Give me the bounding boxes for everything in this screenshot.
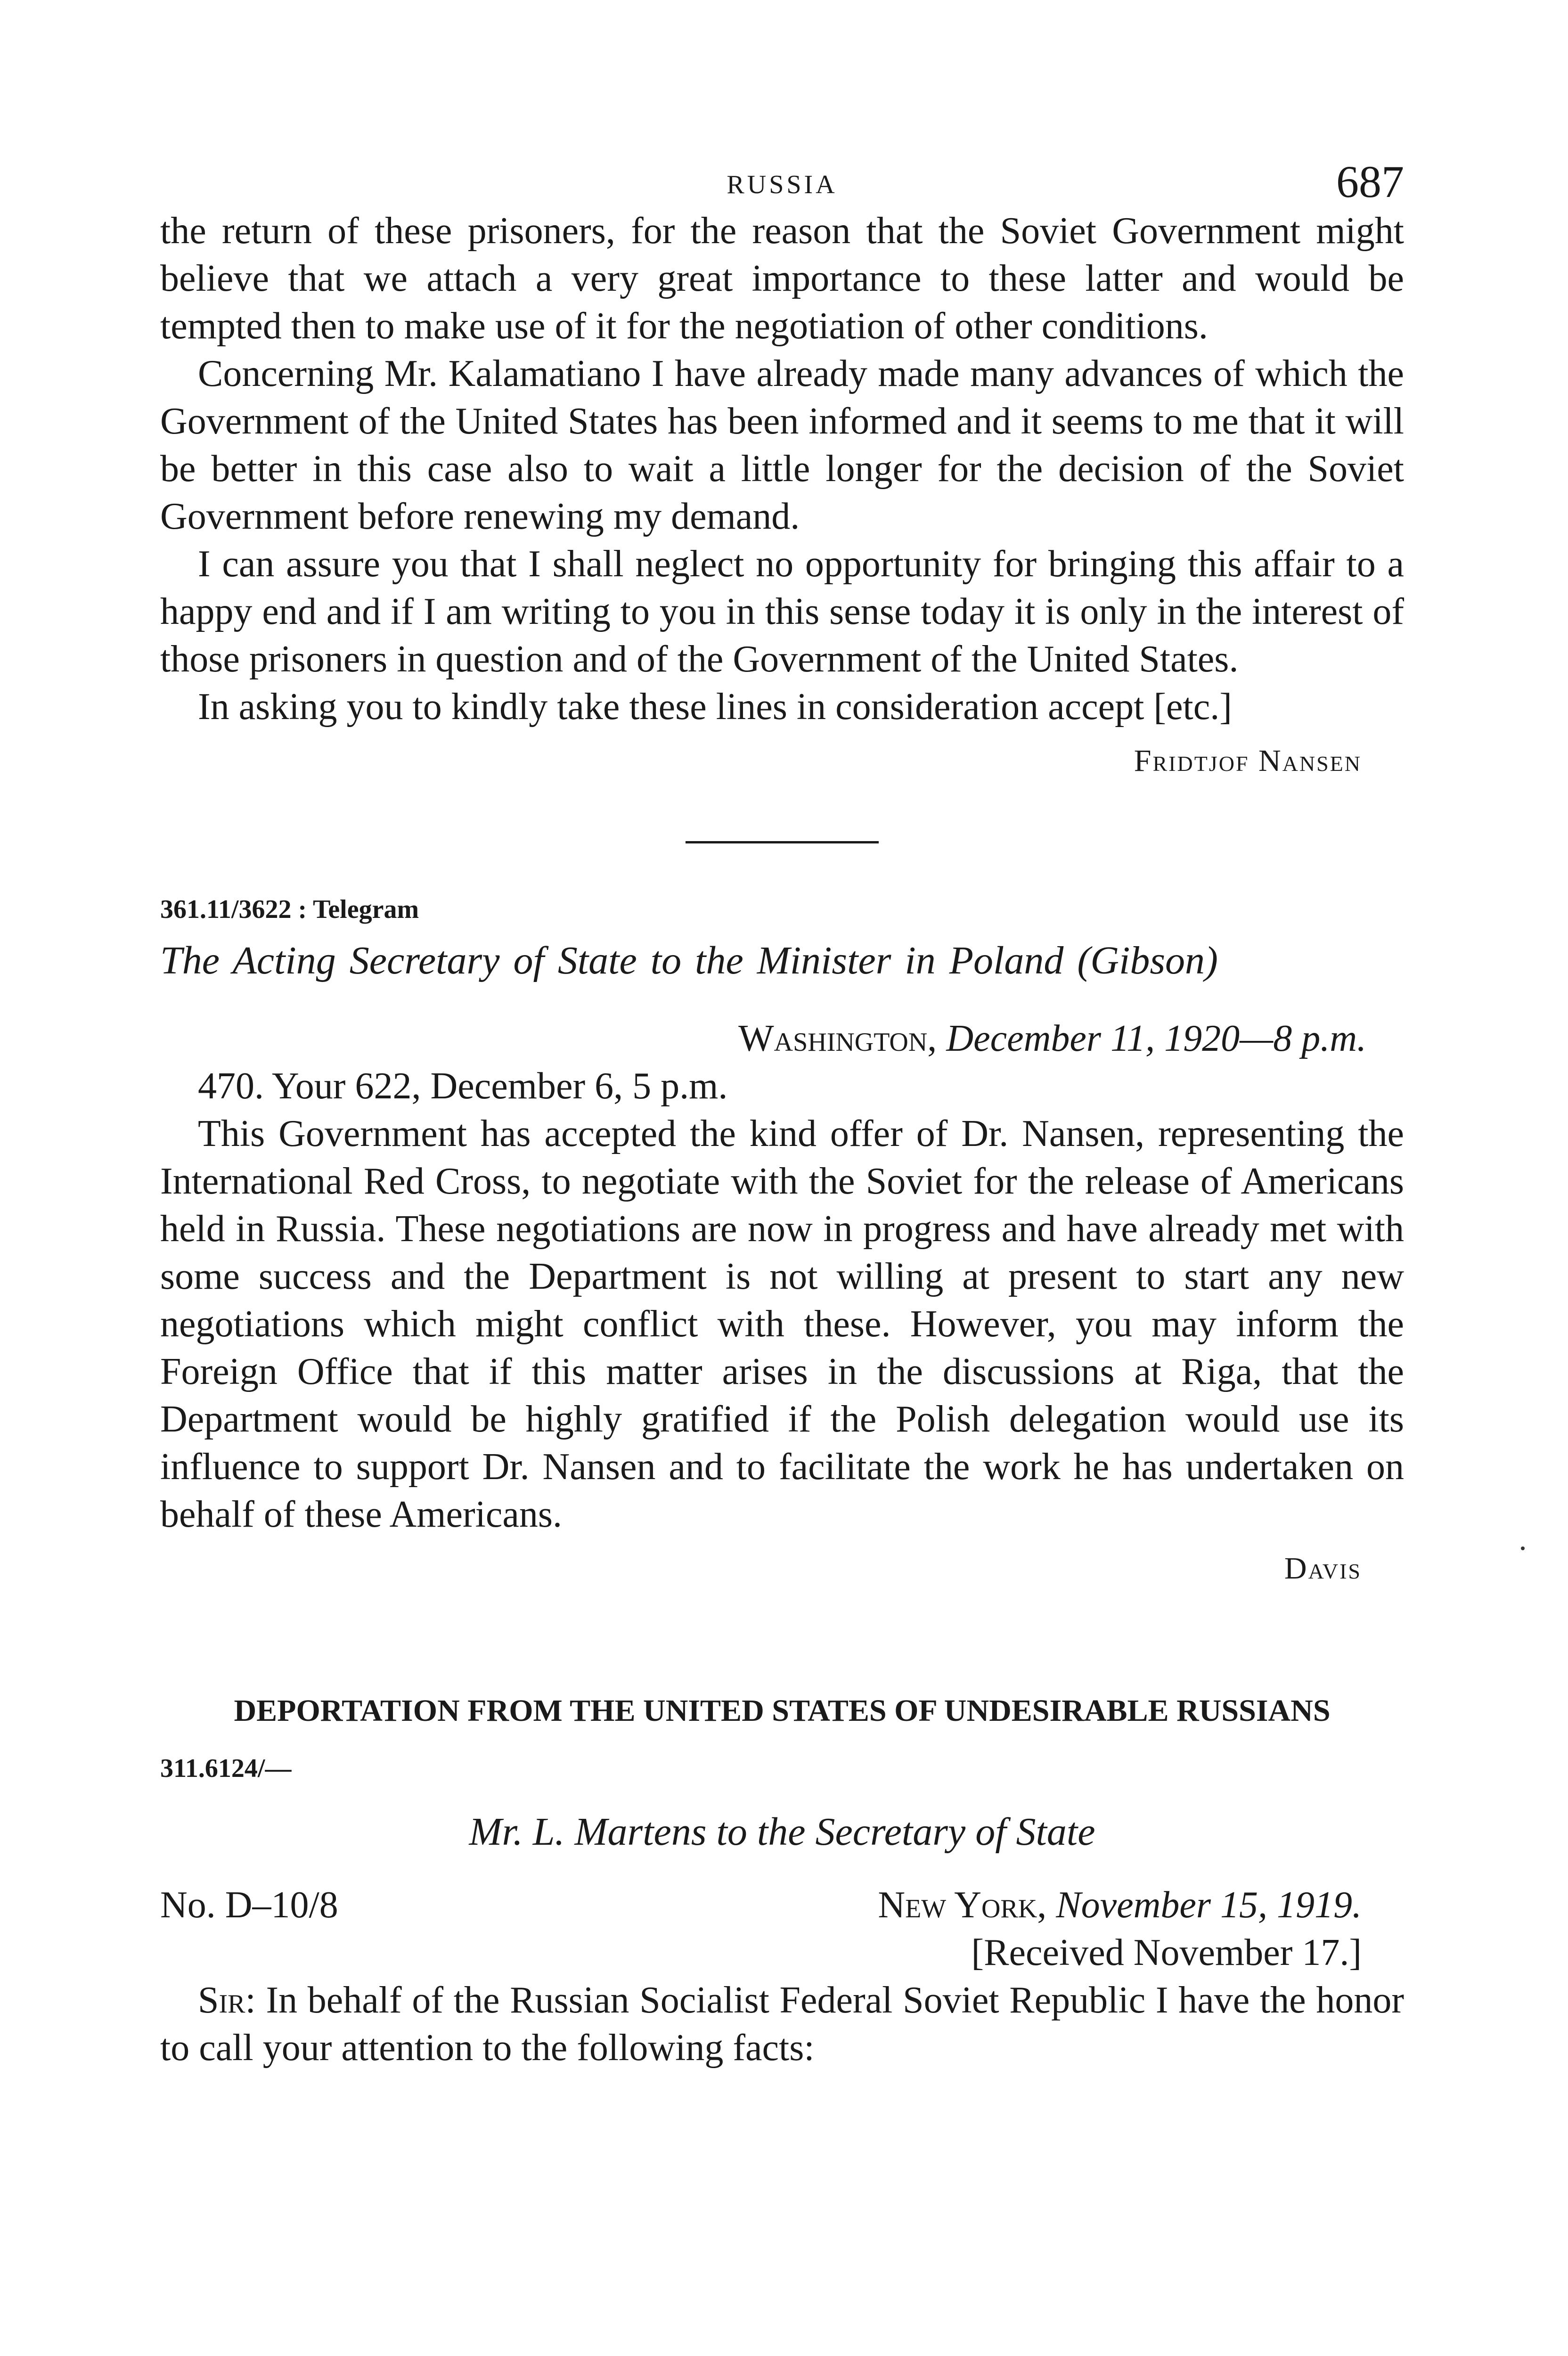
letter1-paragraph-4: In asking you to kindly take these lines in consideration accept [etc.] [198, 686, 1232, 728]
telegram-paragraph-1: 470. Your 622, December 6, 5 p.m. [198, 1065, 728, 1107]
telegram-paragraph-2: This Government has accepted the kind offer of Dr. Nansen, representing the International Red Cross, to negotiate with the Soviet for the release of Americans held in Russia. These negotiations are now in progress and have already met with some success and the Department is not willing at present to start any new negotiations which might conflict with these. However, you may inform the Foreign Office that if this matter arises in the discussions at Riga, that the Department would be highly gratified if the Polish delegation would use its influence to support Dr. Nansen and to facilitate the work he has undertaken on behalf of these Americans. [160, 1113, 1404, 1535]
martens-number: No. D–10/8 [160, 1884, 338, 1926]
letter1-signature: Fridtjof Nansen [1134, 744, 1362, 778]
martens-salutation: Sir: [198, 1980, 256, 2021]
running-head [160, 155, 1404, 207]
telegram-dateline-date: December 11, 1920—8 p.m. [946, 1018, 1366, 1059]
martens-dateline-date: November 15, 1919. [1056, 1884, 1362, 1926]
margin-speck [1521, 1546, 1525, 1550]
letter1-paragraph-2: Concerning Mr. Kalamatiano I have already made many advances of which the Government of the United States has been informed and it seems to me that it will be better in this case also to wait a little longer for the decision of the Soviet Government before renewing my demand. [160, 353, 1404, 537]
martens-paragraph-text: In behalf of the Russian Socialist Federal Soviet Republic I have the honor to call your attention to the following facts: [160, 1980, 1405, 2069]
martens-heading: Mr. L. Martens to the Secretary of State [469, 1810, 1095, 1854]
section-file-ref: 311.6124/— [160, 1754, 292, 1783]
letter1-paragraph-1: the return of these prisoners, for the reason that the Soviet Government might believe that we attach a very great importance to these latter and would be tempted then to make use of it for the negotiation of other conditions. [160, 210, 1404, 347]
document-page [160, 155, 1404, 2072]
telegram-signature: Davis [1284, 1551, 1362, 1586]
telegram-dateline-place: Washington, [738, 1018, 937, 1059]
telegram-heading: The Acting Secretary of State to the Minister in Poland (Gibson) [160, 939, 1218, 982]
telegram-dateline [160, 1015, 1404, 1063]
martens-received: [Received November 17.] [971, 1932, 1362, 1973]
martens-dateline-place: New York, [878, 1884, 1047, 1926]
martens-dateline [878, 1882, 1362, 1929]
letter1-paragraph-3: I can assure you that I shall neglect no opportunity for bringing this affair to a happy end and if I am writing to you in this sense today it is only in the interest of those prisoners in question and of the Government of the United States. [160, 543, 1404, 680]
running-title: RUSSIA [727, 170, 838, 199]
telegram-file-ref: 361.11/3622 : Telegram [160, 895, 419, 924]
section-title: DEPORTATION FROM THE UNITED STATES OF UNDESIRABLE RUSSIANS [234, 1693, 1331, 1728]
page-number: 687 [1336, 156, 1404, 207]
martens-paragraph [160, 1977, 1404, 2072]
martens-number-dateline [160, 1882, 1404, 1929]
section-divider [686, 841, 879, 843]
